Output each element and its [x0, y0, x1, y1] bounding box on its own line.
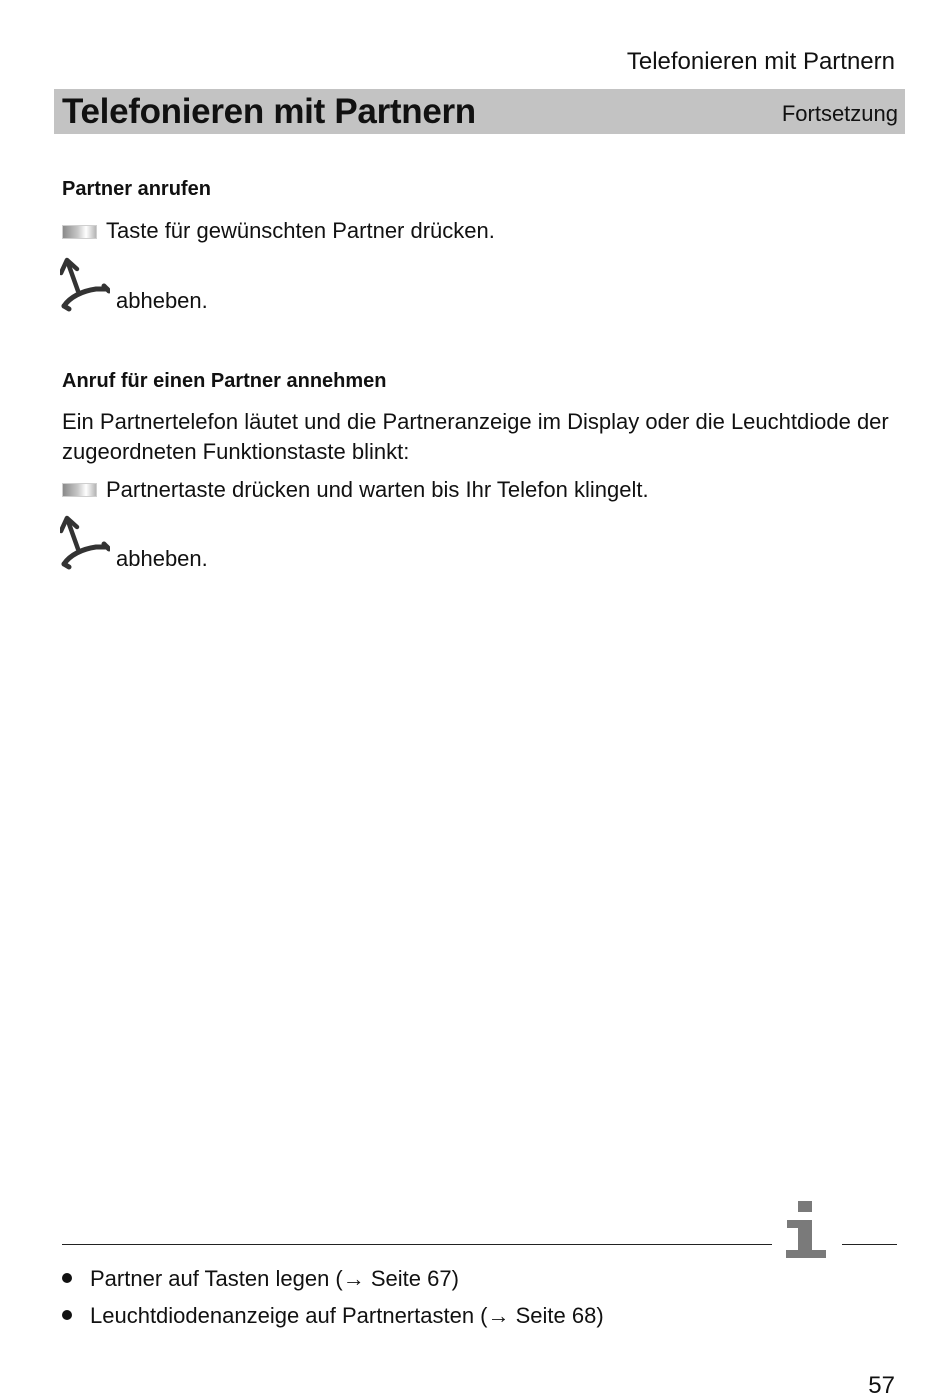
info-divider-left	[62, 1244, 772, 1245]
bullet-icon	[62, 1310, 72, 1320]
function-key-icon	[62, 483, 97, 497]
step-text: abheben.	[116, 288, 208, 313]
section-heading-anruf-annehmen: Anruf für einen Partner annehmen	[62, 370, 387, 392]
step-text: Taste für gewünschten Partner drücken.	[106, 218, 495, 243]
continuation-label: Fortsetzung	[781, 101, 898, 126]
title-bar	[54, 89, 905, 134]
intro-text-line-2: zugeordneten Funktionstaste blinkt:	[62, 439, 410, 464]
info-divider-right	[842, 1244, 897, 1245]
intro-text-line-1: Ein Partnertelefon läutet und die Partneranzeige im Display oder die Leuchtdiode der	[62, 409, 889, 434]
lift-handset-icon	[60, 515, 110, 570]
step-text: Partnertaste drücken und warten bis Ihr Telefon klingelt.	[106, 477, 649, 502]
info-item-partner-tasten: Partner auf Tasten legen (→ Seite 67)	[90, 1266, 459, 1291]
bullet-icon	[62, 1273, 72, 1283]
lift-handset-icon	[60, 257, 110, 312]
function-key-icon	[62, 225, 97, 239]
step-text: abheben.	[116, 546, 208, 571]
section-heading-partner-anrufen: Partner anrufen	[62, 178, 211, 200]
info-icon	[784, 1198, 828, 1262]
page-title: Telefonieren mit Partnern	[62, 92, 476, 131]
running-header: Telefonieren mit Partnern	[626, 48, 895, 75]
info-item-leuchtdioden: Leuchtdiodenanzeige auf Partnertasten (→ Seite 68)	[90, 1303, 604, 1328]
page-number: 57	[868, 1372, 895, 1399]
